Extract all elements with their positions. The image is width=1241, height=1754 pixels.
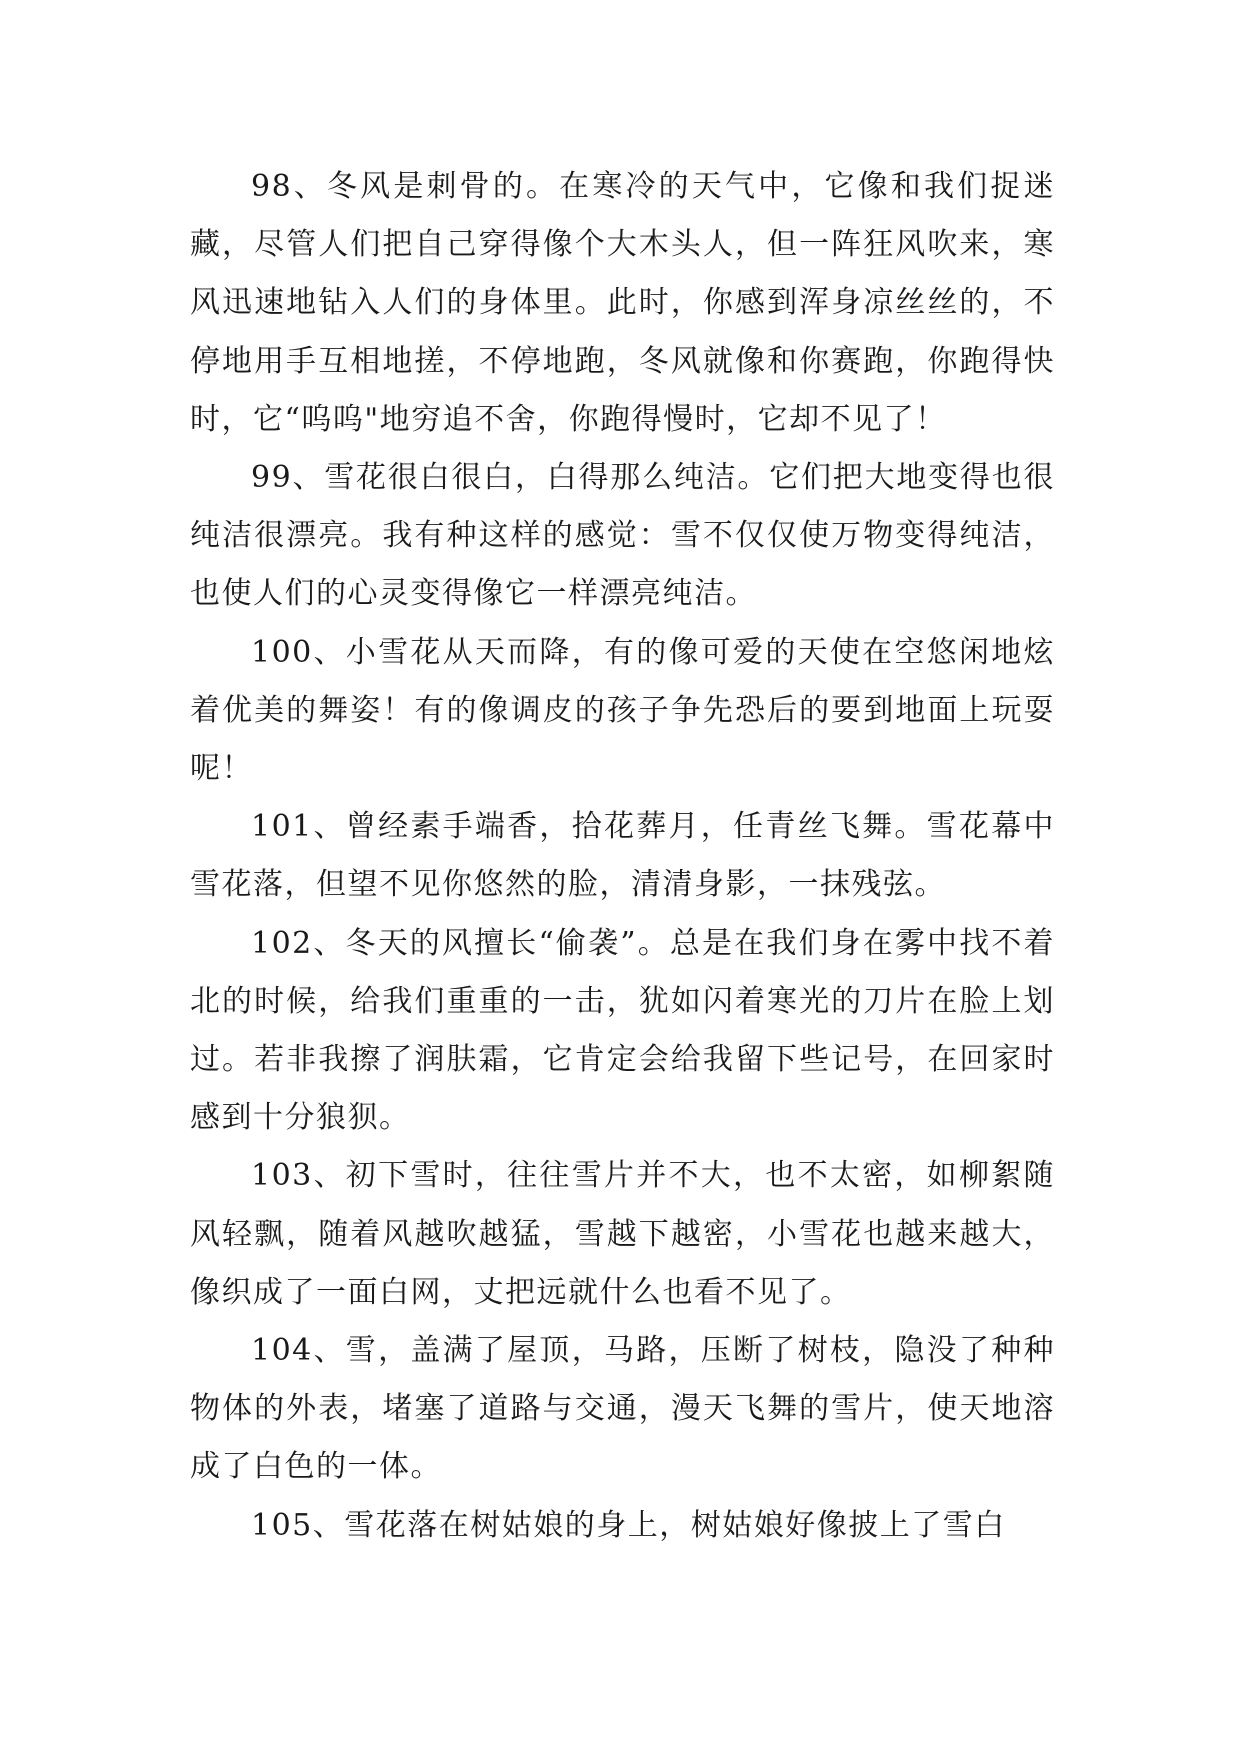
- paragraph-105: 105、雪花落在树姑娘的身上，树姑娘好像披上了雪白: [251, 1507, 1006, 1543]
- paragraph-101: 101、曾经素手端香，拾花葬月，任青丝飞舞。雪花幕中雪花落，但望不见你悠然的脸，清清身影，一抹残弦。: [190, 809, 1055, 903]
- paragraph-104: 104、雪，盖满了屋顶，马路，压断了树枝，隐没了种种物体的外表，堵塞了道路与交通，漫天飞舞的雪片，使天地溶成了白色的一体。: [190, 1333, 1055, 1485]
- paragraph-99: 99、雪花很白很白，白得那么纯洁。它们把大地变得也很纯洁很漂亮。我有种这样的感觉：雪不仅仅使万物变得纯洁，也使人们的心灵变得像它一样漂亮纯洁。: [190, 460, 1055, 612]
- paragraph-102: 102、冬天的风擅长“偷袭”。总是在我们身在雾中找不着北的时候，给我们重重的一击，犹如闪着寒光的刀片在脸上划过。若非我擦了润肤霜，它肯定会给我留下些记号，在回家时感到十分狼狈。: [190, 925, 1055, 1136]
- paragraph-100: 100、小雪花从天而降，有的像可爱的天使在空悠闲地炫着优美的舞姿！有的像调皮的孩子争先恐后的要到地面上玩耍呢！: [190, 634, 1055, 787]
- paragraph-103: 103、初下雪时，往往雪片并不大，也不太密，如柳絮随风轻飘，随着风越吹越猛，雪越下越密，小雪花也越来越大，像织成了一面白网，丈把远就什么也看不见了。: [190, 1158, 1055, 1310]
- paragraph-98: 98、冬风是刺骨的。在寒冷的天气中，它像和我们捉迷藏，尽管人们把自己穿得像个大木头人，但一阵狂风吹来，寒风迅速地钻入人们的身体里。此时，你感到浑身凉丝丝的，不停地用手互相地搓，不停地跑，冬风就像和你赛跑，你跑得快时，它“呜呜"地穷追不舍，你跑得慢时，它却不见了！: [190, 169, 1055, 437]
- document-body: [190, 158, 1055, 1555]
